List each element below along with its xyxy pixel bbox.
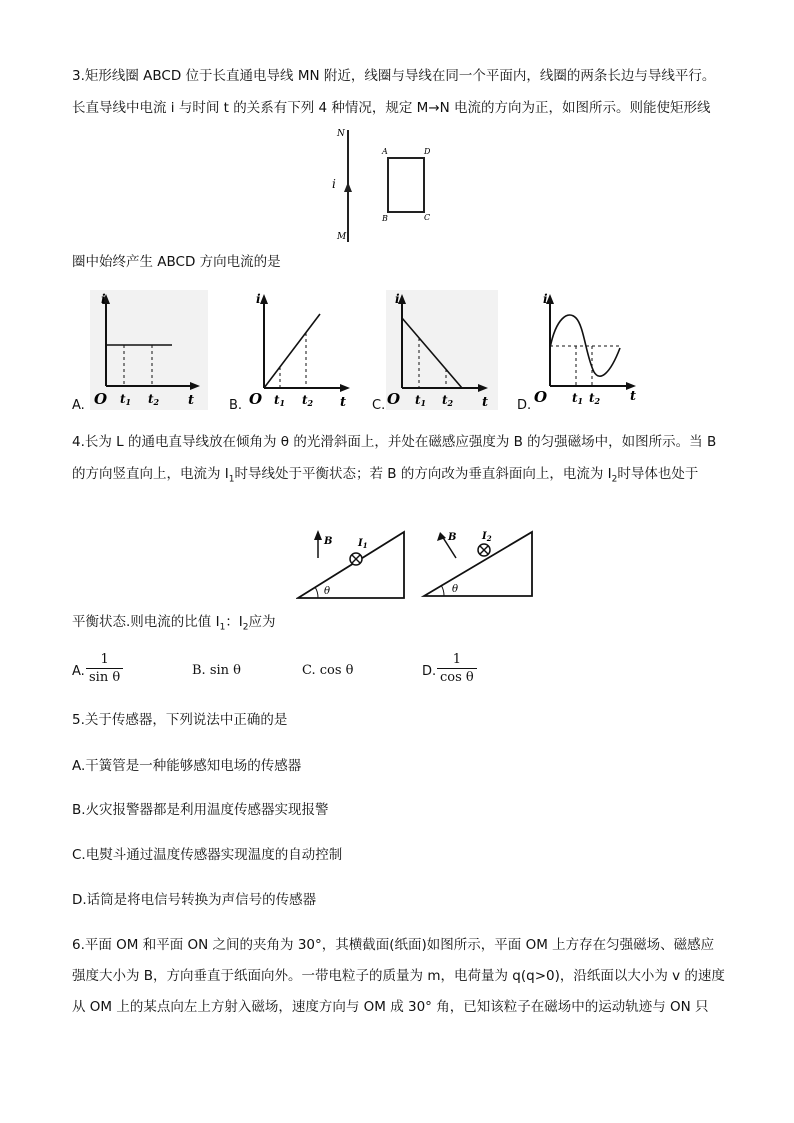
axis-t: t bbox=[630, 389, 637, 404]
q4-line-2-a: 的方向竖直向上，电流为 I bbox=[72, 466, 229, 482]
label-i: i bbox=[332, 177, 336, 191]
q4-incline-figure-normal-b bbox=[420, 522, 542, 602]
svg-text:I2 bbox=[481, 531, 492, 543]
q4-line-2 bbox=[72, 464, 698, 490]
tick-t2-sub: 2 bbox=[447, 398, 454, 408]
q6-line-3: 从 OM 上的某点向左上方射入磁场，速度方向与 OM 成 30° 角，已知该粒子在磁场中的运动轨迹与 ON 只 bbox=[72, 999, 709, 1015]
tick-t2: t bbox=[148, 392, 154, 406]
q4-line-1: 4.长为 L 的通电直导线放在倾角为 θ 的光滑斜面上，并处在磁感应强度为 B 的匀强磁场中，如图所示。当 B bbox=[72, 434, 717, 450]
q4-option-b[interactable]: B. sin θ bbox=[192, 663, 241, 678]
q4-line-2-c: 时导体也处于 bbox=[617, 466, 699, 482]
tick-t1-sub: 1 bbox=[125, 397, 132, 407]
fraction-numerator: 1 bbox=[100, 652, 109, 667]
label-b: B bbox=[324, 536, 333, 547]
q3-wire-coil-figure bbox=[330, 126, 440, 244]
q3-line-2: 长直导线中电流 i 与时间 t 的关系有下列 4 种情况，规定 M→N 电流的方向为正，如图所示。则能使矩形线 bbox=[72, 100, 711, 116]
q5-option-b[interactable]: B.火灾报警器都是利用温度传感器实现报警 bbox=[72, 802, 329, 818]
q5-option-c[interactable]: C.电熨斗通过温度传感器实现温度的自动控制 bbox=[72, 847, 343, 863]
label-i1: I bbox=[358, 538, 363, 549]
svg-text:t2 bbox=[302, 393, 314, 408]
axis-i: i bbox=[101, 292, 106, 306]
tick-t2: t bbox=[589, 391, 595, 405]
svg-text:t1 bbox=[274, 393, 285, 408]
q3-line-1: 3.矩形线圈 ABCD 位于长直通电导线 MN 附近，线圈与导线在同一个平面内，线圈的两条长边与导线平行。 bbox=[72, 68, 716, 84]
q5-option-d[interactable]: D.话筒是将电信号转换为声信号的传感器 bbox=[72, 892, 317, 908]
axis-t: t bbox=[188, 393, 195, 408]
axis-i: i bbox=[256, 292, 261, 306]
q3-option-b-label[interactable]: B. bbox=[229, 398, 243, 413]
svg-text:t1 bbox=[572, 391, 583, 406]
axis-t: t bbox=[340, 395, 347, 410]
label-D: D bbox=[424, 147, 431, 156]
q4-option-a-fraction[interactable] bbox=[86, 652, 123, 686]
label-M: M bbox=[337, 232, 347, 242]
label-theta: θ bbox=[452, 584, 459, 595]
label-i2-sub: 2 bbox=[486, 534, 492, 543]
tick-t2: t bbox=[442, 393, 448, 407]
fraction-denominator: sin θ bbox=[86, 668, 123, 686]
tick-t2-sub: 2 bbox=[594, 396, 601, 406]
q4-line-3-c: 应为 bbox=[248, 614, 276, 630]
svg-text:t2 bbox=[589, 391, 601, 406]
tick-t1-sub: 1 bbox=[279, 398, 286, 408]
fraction-numerator: 1 bbox=[452, 652, 462, 667]
q4-line-3 bbox=[72, 612, 276, 638]
label-N: N bbox=[337, 129, 345, 139]
q3-option-c-label[interactable]: C. bbox=[372, 398, 386, 413]
q4-incline-figure-vertical-b bbox=[296, 522, 410, 602]
tick-t1-sub: 1 bbox=[577, 396, 584, 406]
q5-option-a[interactable]: A.干簧管是一种能够感知电场的传感器 bbox=[72, 758, 302, 774]
q3-graph-c[interactable] bbox=[386, 290, 498, 410]
q3-line-3: 圈中始终产生 ABCD 方向电流的是 bbox=[72, 254, 281, 270]
q3-graph-b[interactable] bbox=[248, 290, 358, 410]
q4-line-2-sub2: 2 bbox=[611, 474, 618, 485]
axis-i: i bbox=[543, 292, 548, 306]
label-C: C bbox=[424, 213, 431, 222]
q4-line-2-b: 时导线处于平衡状态；若 B 的方向改为垂直斜面向上，电流为 I bbox=[234, 466, 612, 482]
tick-t1-sub: 1 bbox=[420, 398, 427, 408]
q4-line-3-b: ：I bbox=[225, 614, 243, 630]
q4-option-d-fraction[interactable] bbox=[437, 652, 477, 686]
label-b: B bbox=[448, 532, 457, 543]
tick-t1: t bbox=[572, 391, 578, 405]
q3-graph-a[interactable] bbox=[90, 290, 208, 410]
q3-option-a-label[interactable]: A. bbox=[72, 398, 85, 413]
tick-t1: t bbox=[274, 393, 280, 407]
origin-o: O bbox=[387, 390, 401, 408]
q3-option-d-label[interactable]: D. bbox=[517, 398, 532, 413]
tick-t2-sub: 2 bbox=[307, 398, 314, 408]
origin-o: O bbox=[534, 388, 548, 406]
q4-option-a-label[interactable]: A. bbox=[72, 664, 85, 679]
svg-text:I1 bbox=[357, 538, 368, 550]
tick-t2-sub: 2 bbox=[153, 397, 160, 407]
tick-t1: t bbox=[415, 393, 421, 407]
origin-o: O bbox=[94, 390, 108, 408]
fraction-denominator: cos θ bbox=[437, 668, 477, 686]
tick-t2: t bbox=[302, 393, 308, 407]
label-A: A bbox=[382, 147, 388, 156]
label-theta: θ bbox=[324, 586, 331, 597]
label-i2: I bbox=[482, 531, 487, 542]
q4-line-3-sub2: 2 bbox=[242, 622, 249, 633]
q4-option-d-label[interactable]: D. bbox=[422, 664, 437, 679]
label-i1-sub: 1 bbox=[362, 541, 368, 550]
axis-i: i bbox=[395, 292, 400, 306]
origin-o: O bbox=[249, 390, 263, 408]
tick-t1: t bbox=[120, 392, 126, 406]
axis-t: t bbox=[482, 395, 489, 410]
label-B: B bbox=[382, 214, 388, 223]
q4-option-c[interactable]: C. cos θ bbox=[302, 663, 354, 678]
q6-line-1: 6.平面 OM 和平面 ON 之间的夹角为 30°，其横截面(纸面)如图所示，平面 OM 上方存在匀强磁场、磁感应 bbox=[72, 937, 715, 953]
q3-graph-d[interactable] bbox=[534, 290, 646, 410]
q4-line-3-sub1: 1 bbox=[219, 622, 226, 633]
q4-line-2-sub1: 1 bbox=[228, 474, 235, 485]
q5-stem: 5.关于传感器，下列说法中正确的是 bbox=[72, 712, 288, 728]
q4-line-3-a: 平衡状态.则电流的比值 I bbox=[72, 614, 220, 630]
q6-line-2: 强度大小为 B，方向垂直于纸面向外。一带电粒子的质量为 m，电荷量为 q(q>0)，沿纸面以大小为 v 的速度 bbox=[72, 968, 725, 984]
